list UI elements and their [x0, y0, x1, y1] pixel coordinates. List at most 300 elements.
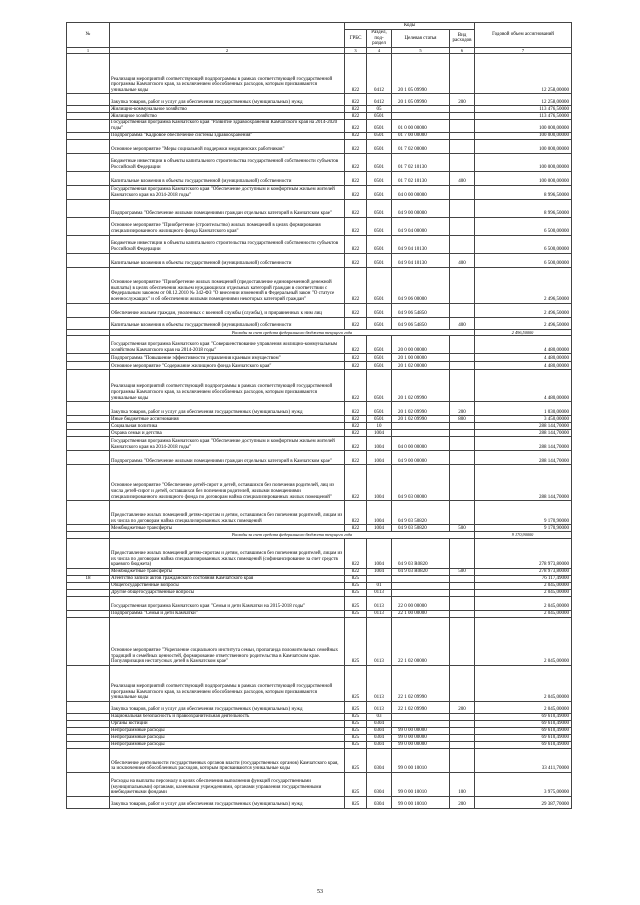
table-row	[67, 727, 572, 734]
table-row	[67, 402, 572, 416]
row-grbs: 822	[345, 185, 367, 199]
row-grbs: 825	[345, 713, 367, 720]
row-vr: 400	[450, 171, 475, 185]
column-number: 1	[67, 47, 110, 54]
row-name: Основное мероприятие "Приобретение (строительство) жилых помещений в целях формирования специализированного жилищного фонда Камчатского края"	[110, 217, 345, 235]
row-sum: 100 000,00000	[475, 153, 572, 171]
column-number: 6	[450, 47, 475, 54]
row-vr	[450, 538, 475, 568]
header-rz: Раздел, под-раздел	[367, 30, 392, 48]
row-name: Основное мероприятие "Содержание жилищного фонда Камчатского края"	[110, 362, 345, 370]
row-grbs: 825	[345, 575, 367, 582]
row-grbs: 822	[345, 106, 367, 113]
table-row	[67, 796, 572, 808]
row-rz: 0501	[367, 267, 392, 303]
table-row	[67, 596, 572, 610]
row-num	[67, 362, 110, 370]
row-num	[67, 596, 110, 610]
row-cs: 04 9 00 00000	[392, 199, 450, 217]
row-name: Социальная политика	[110, 423, 345, 430]
row-cs: 04 9 06 54850	[392, 303, 450, 317]
row-grbs: 825	[345, 772, 367, 796]
row-sum: 288 144,70000	[475, 430, 572, 437]
row-grbs: 822	[345, 370, 367, 402]
row-cs: 99 0 00 10010	[392, 748, 450, 772]
row-cs: 04 9 04 10130	[392, 253, 450, 267]
row-cs: 01 7 02 00000	[392, 139, 450, 153]
row-num	[67, 354, 110, 362]
row-rz: 0501	[367, 185, 392, 199]
row-sum: 9 170,90000	[475, 532, 572, 539]
row-vr	[450, 139, 475, 153]
row-vr: 100	[450, 772, 475, 796]
budget-table	[66, 22, 572, 809]
row-rz: 0501	[367, 120, 392, 132]
row-name: Межбюджетные трансферты	[110, 568, 345, 575]
row-sum: 100 000,00000	[475, 171, 572, 185]
row-grbs: 822	[345, 538, 367, 568]
row-num	[67, 727, 110, 734]
table-row	[67, 741, 572, 748]
row-vr: 200	[450, 94, 475, 106]
row-sum: 69 610,49000	[475, 734, 572, 741]
row-sum: 4 480,00000	[475, 354, 572, 362]
table-row	[67, 362, 572, 370]
row-num	[67, 336, 110, 354]
header-sum: Годовой объем ассигнований	[475, 23, 572, 48]
row-cs: 99 0 00 00000	[392, 727, 450, 734]
row-cs: 20 1 05 09990	[392, 54, 450, 94]
table-row	[67, 748, 572, 772]
row-vr	[450, 734, 475, 741]
row-sum: 2 045,00000	[475, 589, 572, 596]
table-row	[67, 370, 572, 402]
header-vr: Вид расходов	[450, 30, 475, 48]
row-grbs: 825	[345, 701, 367, 713]
row-rz: 0304	[367, 772, 392, 796]
row-vr	[450, 153, 475, 171]
row-vr	[450, 354, 475, 362]
row-sum: 288 144,70000	[475, 451, 572, 465]
row-cs: 20 1 00 00000	[392, 354, 450, 362]
row-vr	[450, 217, 475, 235]
row-grbs: 822	[345, 267, 367, 303]
row-grbs: 822	[345, 94, 367, 106]
row-cs: 04 9 04 10130	[392, 235, 450, 253]
column-number: 2	[110, 47, 345, 54]
row-grbs: 825	[345, 741, 367, 748]
row-name: Капитальные вложения в объекты государственной (муниципальной) собственности	[110, 253, 345, 267]
row-grbs: 822	[345, 171, 367, 185]
row-vr	[450, 575, 475, 582]
row-name: Закупка товаров, работ и услуг для обеспечения государственных (муниципальных) нужд	[110, 701, 345, 713]
row-cs: 01 0 00 00000	[392, 120, 450, 132]
row-num	[67, 538, 110, 568]
row-grbs: 825	[345, 589, 367, 596]
row-vr	[450, 185, 475, 199]
row-grbs: 822	[345, 113, 367, 120]
row-sum: 2 045,00000	[475, 665, 572, 701]
row-vr	[450, 748, 475, 772]
row-name: Непрограммные расходы	[110, 734, 345, 741]
row-vr	[450, 582, 475, 589]
row-num	[67, 713, 110, 720]
row-cs: 99 0 00 10010	[392, 772, 450, 796]
row-num: 18	[67, 575, 110, 582]
row-name: Закупка товаров, работ и услуг для обеспечения государственных (муниципальных) нужд	[110, 94, 345, 106]
row-rz: 0113	[367, 596, 392, 610]
row-sum: 288 144,70000	[475, 423, 572, 430]
row-cs: 04 9 03 R0820	[392, 568, 450, 575]
column-number-row	[67, 47, 572, 54]
table-row	[67, 568, 572, 575]
row-sum: 12 258,00000	[475, 54, 572, 94]
row-cs: 22 1 02 00000	[392, 617, 450, 665]
note-text: Расходы за счет средств федерального бюджета текущего года	[110, 532, 475, 539]
row-num	[67, 317, 110, 329]
row-grbs: 822	[345, 54, 367, 94]
row-cs: 04 9 00 00000	[392, 451, 450, 465]
table-row	[67, 538, 572, 568]
row-cs: 04 0 00 00000	[392, 437, 450, 451]
row-name: Реализация мероприятий соответствующей подпрограммы в рамках соответствующей государственной программы Камчатского края, за исключением обособленных расходов, которым присваиваются уникальные коды	[110, 54, 345, 94]
row-sum: 2 045,00000	[475, 701, 572, 713]
row-num	[67, 610, 110, 617]
row-rz: 1004	[367, 430, 392, 437]
row-vr	[450, 430, 475, 437]
table-row	[67, 701, 572, 713]
row-rz: 0501	[367, 235, 392, 253]
row-sum: 113 476,50000	[475, 106, 572, 113]
row-vr	[450, 665, 475, 701]
row-name: Непрограммные расходы	[110, 741, 345, 748]
row-rz: 1004	[367, 525, 392, 532]
row-num	[67, 665, 110, 701]
row-rz: 1004	[367, 451, 392, 465]
column-number: 4	[367, 47, 392, 54]
row-num	[67, 532, 110, 539]
table-row	[67, 713, 572, 720]
row-vr: 400	[450, 253, 475, 267]
row-name: Закупка товаров, работ и услуг для обеспечения государственных (муниципальных) нужд	[110, 796, 345, 808]
row-cs: 04 9 03 00000	[392, 465, 450, 501]
row-grbs: 822	[345, 120, 367, 132]
row-name: Капитальные вложения в объекты государственной (муниципальной) собственности	[110, 171, 345, 185]
row-name: Реализация мероприятий соответствующей подпрограммы в рамках соответствующей государственной программы Камчатского края, за исключением обособленных расходов, которым присваиваются уникальные коды	[110, 370, 345, 402]
row-rz: 01	[367, 582, 392, 589]
table-row	[67, 416, 572, 423]
table-row	[67, 720, 572, 727]
table-row	[67, 132, 572, 139]
row-sum: 288 144,70000	[475, 465, 572, 501]
row-grbs: 822	[345, 437, 367, 451]
row-sum: 2 045,00000	[475, 610, 572, 617]
row-sum: 6 500,00000	[475, 235, 572, 253]
row-rz: 0501	[367, 171, 392, 185]
row-cs	[392, 720, 450, 727]
note-row	[67, 532, 572, 539]
row-cs: 99 0 00 00000	[392, 734, 450, 741]
row-vr	[450, 720, 475, 727]
row-vr: 800	[450, 416, 475, 423]
row-name: Предоставление жилых помещений детям-сиротам и детям, оставшимся без попечения родителей, лицам из их числа по договорам найма специализированных жилых помещений	[110, 501, 345, 525]
row-vr	[450, 451, 475, 465]
table-row	[67, 575, 572, 582]
row-name: Государственная программа Камчатского края "Совершенствование управления жилищно-коммунальным хозяйством Камчатского края на 2014-2018 годы"	[110, 336, 345, 354]
row-name: Национальная безопасность и правоохранительная деятельность	[110, 713, 345, 720]
row-rz: 0501	[367, 317, 392, 329]
row-num	[67, 139, 110, 153]
column-number: 7	[475, 47, 572, 54]
row-sum: 2 496,50000	[475, 267, 572, 303]
row-name: Охрана семьи и детства	[110, 430, 345, 437]
row-sum: 69 610,49000	[475, 713, 572, 720]
row-grbs: 822	[345, 568, 367, 575]
table-row	[67, 589, 572, 596]
row-vr: 400	[450, 317, 475, 329]
row-vr	[450, 132, 475, 139]
row-vr	[450, 589, 475, 596]
row-name: Межбюджетные трансферты	[110, 525, 345, 532]
row-num	[67, 94, 110, 106]
row-sum: 2 045,00000	[475, 617, 572, 665]
row-vr	[450, 199, 475, 217]
row-cs: 20 1 02 09990	[392, 416, 450, 423]
row-grbs: 822	[345, 465, 367, 501]
row-sum: 69 610,49000	[475, 720, 572, 727]
table-row	[67, 610, 572, 617]
table-row	[67, 582, 572, 589]
table-row	[67, 437, 572, 451]
row-cs: 22 1 02 09990	[392, 701, 450, 713]
row-grbs: 825	[345, 796, 367, 808]
row-name: Другие общегосударственные вопросы	[110, 589, 345, 596]
row-grbs: 822	[345, 132, 367, 139]
row-vr	[450, 235, 475, 253]
row-grbs: 825	[345, 596, 367, 610]
row-rz: 0501	[367, 153, 392, 171]
row-name: Государственная программа Камчатского края "Развитие здравоохранения Камчатского края на 2014-2020 годы"	[110, 120, 345, 132]
row-grbs: 822	[345, 139, 367, 153]
row-name: Обеспечение жильем граждан, уволенных с военной службы (службы), и приравненных к ним лиц	[110, 303, 345, 317]
row-cs: 22 1 00 00000	[392, 610, 450, 617]
row-rz: 0501	[367, 336, 392, 354]
row-cs: 20 1 05 09990	[392, 94, 450, 106]
row-name: Предоставление жилых помещений детям-сиротам и детям, оставшимся без попечения родителей, лицам из их числа по договорам найма специализированных жилых помещений (софинансирование за счет средств краевого бюджета)	[110, 538, 345, 568]
table-row	[67, 113, 572, 120]
row-rz: 0113	[367, 701, 392, 713]
row-name: Расходы на выплаты персоналу в целях обеспечения выполнения функций государственными (муниципальными) органами, казенными учреждениями, органами управления государственными внебюджетными фондами	[110, 772, 345, 796]
row-rz: 0412	[367, 94, 392, 106]
row-num	[67, 217, 110, 235]
row-vr	[450, 267, 475, 303]
row-cs: 99 0 00 10010	[392, 796, 450, 808]
row-vr	[450, 54, 475, 94]
row-sum: 288 144,70000	[475, 437, 572, 451]
row-rz: 0304	[367, 748, 392, 772]
table-row	[67, 199, 572, 217]
row-cs: 01 7 00 00000	[392, 132, 450, 139]
row-cs	[392, 106, 450, 113]
row-sum: 29 387,70000	[475, 796, 572, 808]
row-sum: 76 117,49000	[475, 575, 572, 582]
row-cs: 04 9 04 00000	[392, 217, 450, 235]
row-name: Органы юстиции	[110, 720, 345, 727]
row-sum: 1 030,00000	[475, 402, 572, 416]
row-num	[67, 303, 110, 317]
row-sum: 100 000,00000	[475, 132, 572, 139]
row-num	[67, 525, 110, 532]
row-vr	[450, 727, 475, 734]
row-rz: 05	[367, 106, 392, 113]
row-cs: 01 7 02 10130	[392, 171, 450, 185]
row-rz	[367, 575, 392, 582]
row-grbs: 822	[345, 354, 367, 362]
header-grbs: ГРБС	[345, 30, 367, 48]
row-name: Обеспечение деятельности государственных органов власти (государственных органов) Камчатского края, за исключением обособленных расходов, которым присваиваются уникальные коды	[110, 748, 345, 772]
row-num	[67, 132, 110, 139]
row-grbs: 825	[345, 665, 367, 701]
row-vr	[450, 336, 475, 354]
table-row	[67, 217, 572, 235]
row-grbs: 822	[345, 253, 367, 267]
row-rz: 0501	[367, 354, 392, 362]
row-vr	[450, 501, 475, 525]
table-row	[67, 423, 572, 430]
row-vr	[450, 596, 475, 610]
row-name: Реализация мероприятий соответствующей подпрограммы в рамках соответствующей государственной программы Камчатского края, за исключением обособленных расходов, которым присваиваются уникальные коды	[110, 665, 345, 701]
row-vr	[450, 362, 475, 370]
row-sum: 6 500,00000	[475, 217, 572, 235]
table-row	[67, 153, 572, 171]
row-rz: 03	[367, 713, 392, 720]
row-vr	[450, 106, 475, 113]
row-sum: 33 411,70000	[475, 748, 572, 772]
row-num	[67, 153, 110, 171]
row-rz: 1004	[367, 501, 392, 525]
row-vr	[450, 303, 475, 317]
row-num	[67, 582, 110, 589]
row-grbs: 822	[345, 416, 367, 423]
row-name: Основное мероприятие "Приобретение жилых помещений (предоставление единовременной денежной выплаты) в целях обеспечения жильем нуждающихся отдельных категорий граждан в соответствии с Федеральным законом от 08.12.2010 № 342-ФЗ "О внесении изменений в Федеральный закон "О статусе военнослужащих" и об обеспечении жилыми помещениями некоторых категорий граждан"	[110, 267, 345, 303]
row-sum: 2 496,50000	[475, 317, 572, 329]
row-rz: 0501	[367, 132, 392, 139]
row-num	[67, 589, 110, 596]
row-vr: 200	[450, 701, 475, 713]
header-cs: Целевая статья	[392, 30, 450, 48]
row-cs	[392, 575, 450, 582]
table-row	[67, 772, 572, 796]
page-number: 53	[317, 889, 323, 895]
table-row	[67, 54, 572, 94]
row-cs: 20 1 02 09990	[392, 370, 450, 402]
row-num	[67, 617, 110, 665]
table-row	[67, 430, 572, 437]
row-num	[67, 720, 110, 727]
row-grbs: 825	[345, 734, 367, 741]
row-rz: 0501	[367, 199, 392, 217]
table-row	[67, 303, 572, 317]
row-cs: 99 0 00 00000	[392, 741, 450, 748]
note-text: Расходы за счет средств федерального бюджета текущего года	[110, 329, 475, 336]
table-row	[67, 317, 572, 329]
row-num	[67, 465, 110, 501]
row-sum: 8 996,50000	[475, 185, 572, 199]
row-name: Подпрограмма "Обеспечение жилыми помещениями граждан отдельных категорий в Камчатском крае"	[110, 199, 345, 217]
row-cs: 20 0 00 00000	[392, 336, 450, 354]
row-name: Иные бюджетные ассигнования	[110, 416, 345, 423]
row-name: Подпрограмма "Кадровое обеспечение системы здравоохранения"	[110, 132, 345, 139]
table-row	[67, 106, 572, 113]
header-num: №	[67, 23, 110, 48]
row-name: Бюджетные инвестиции в объекты капитального строительства государственной собственности субъектов Российской Федерации	[110, 235, 345, 253]
row-rz: 0304	[367, 796, 392, 808]
row-cs: 22 0 00 00000	[392, 596, 450, 610]
row-rz: 0501	[367, 113, 392, 120]
row-num	[67, 253, 110, 267]
row-rz: 0113	[367, 610, 392, 617]
row-cs: 04 9 03 50820	[392, 501, 450, 525]
row-grbs: 822	[345, 430, 367, 437]
row-num	[67, 171, 110, 185]
row-vr	[450, 741, 475, 748]
row-rz: 0304	[367, 741, 392, 748]
row-cs: 04 0 00 00000	[392, 185, 450, 199]
note-row	[67, 329, 572, 336]
row-sum: 2 045,00000	[475, 596, 572, 610]
row-rz: 1004	[367, 437, 392, 451]
row-rz: 0501	[367, 303, 392, 317]
row-rz: 0501	[367, 253, 392, 267]
row-cs: 04 9 03 50820	[392, 525, 450, 532]
row-num	[67, 370, 110, 402]
row-num	[67, 437, 110, 451]
row-rz: 0412	[367, 54, 392, 94]
row-vr	[450, 113, 475, 120]
row-num	[67, 267, 110, 303]
table-row	[67, 465, 572, 501]
row-rz: 0304	[367, 720, 392, 727]
row-sum: 278 973,80000	[475, 568, 572, 575]
row-num	[67, 106, 110, 113]
row-sum: 9 170,90000	[475, 501, 572, 525]
row-sum: 2 496,50000	[475, 303, 572, 317]
row-sum: 8 996,50000	[475, 199, 572, 217]
table-row	[67, 171, 572, 185]
table-row	[67, 336, 572, 354]
row-name: Основное мероприятие "Меры социальной поддержки медицинских работников"	[110, 139, 345, 153]
row-name: Жилищное хозяйство	[110, 113, 345, 120]
row-num	[67, 235, 110, 253]
row-sum: 9 170,90000	[475, 525, 572, 532]
row-sum: 113 476,50000	[475, 113, 572, 120]
row-grbs: 822	[345, 525, 367, 532]
row-rz: 10	[367, 423, 392, 430]
row-sum: 4 480,00000	[475, 362, 572, 370]
row-cs	[392, 423, 450, 430]
row-sum: 3 450,00000	[475, 416, 572, 423]
row-rz: 0304	[367, 734, 392, 741]
row-cs: 04 9 06 00000	[392, 267, 450, 303]
row-vr: 500	[450, 568, 475, 575]
row-vr	[450, 465, 475, 501]
row-grbs: 822	[345, 362, 367, 370]
row-name: Жилищно-коммунальное хозяйство	[110, 106, 345, 113]
row-vr: 200	[450, 796, 475, 808]
table-row	[67, 253, 572, 267]
row-num	[67, 568, 110, 575]
row-num	[67, 329, 110, 336]
